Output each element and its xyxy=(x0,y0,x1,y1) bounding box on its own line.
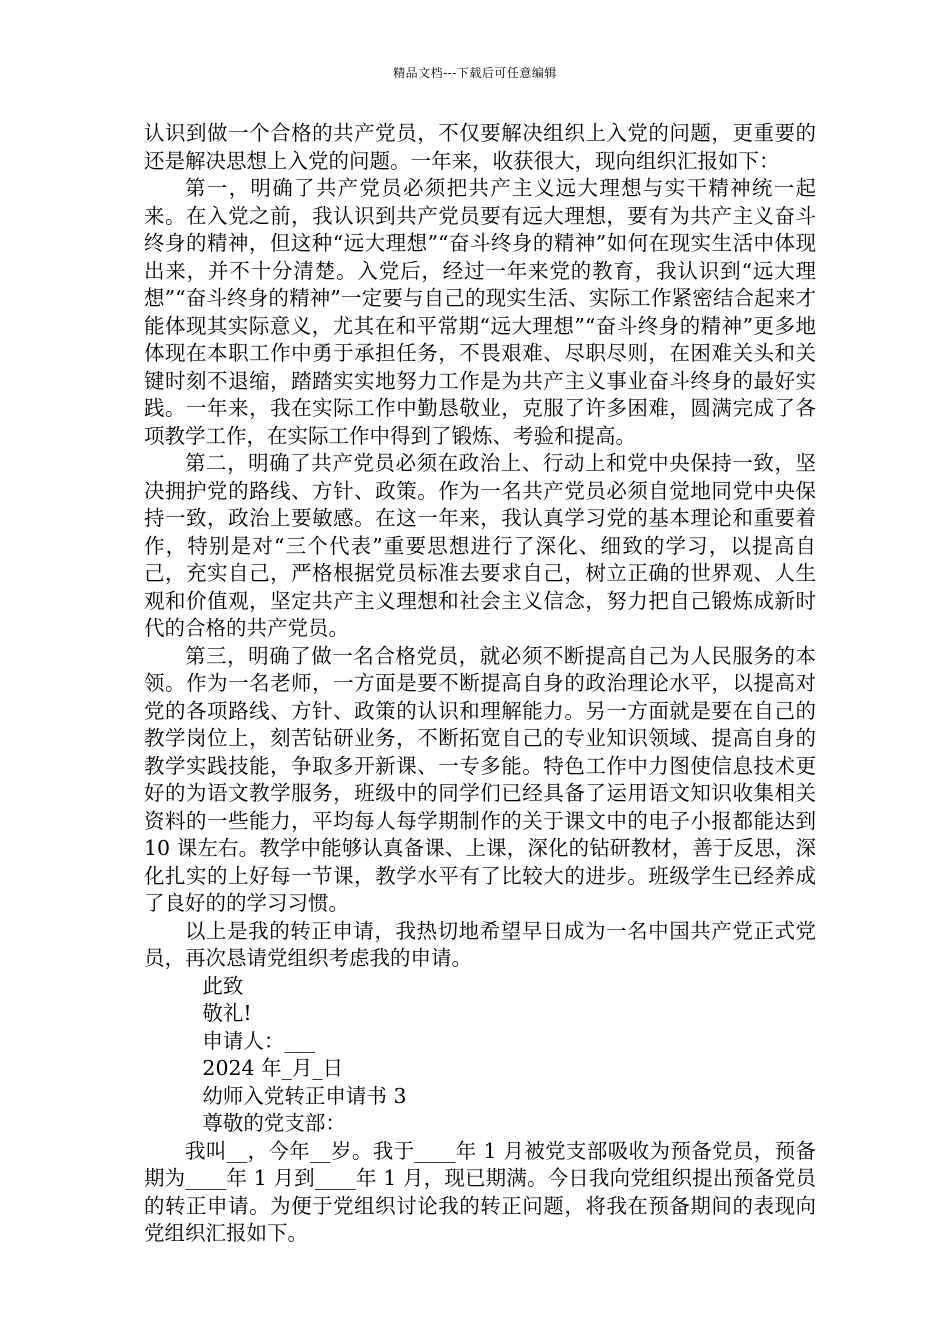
document-body xyxy=(144,120,816,1248)
closing-zhici: 此致 xyxy=(202,973,244,998)
closing-jingli: 敬礼! xyxy=(202,1001,252,1025)
next-section-title: 幼师入党转正申请书 3 xyxy=(202,1083,407,1108)
paragraph-first: 第一，明确了共产党员必须把共产主义远大理想与实干精神统一起来。在入党之前，我认识到共产党员要有远大理想，要有为共产主义奋斗终身的精神，但这种“远大理想”“奋斗终身的精神”如何在现实生活中体现出来，并不十分清楚。入党后，经过一年来党的教育，我认识到“远大理想”“奋斗终身的精神”一定要与自己的现实生活、实际工作紧密结合起来才能体现其实际意义，尤其在和平常期“远大理想”“奋斗终身的精神”更多地体现在本职工作中勇于承担任务，不畏艰难、尽职尽则，在困难关头和关键时刻不退缩，踏踏实实地努力工作是为共产主义事业奋斗终身的最好实践。一年来，我在实际工作中勤恳敬业，克服了许多困难，圆满完成了各项教学工作，在实际工作中得到了锻炼、考验和提高。 xyxy=(144,176,816,448)
paragraph-second: 第二，明确了共产党员必须在政治上、行动上和党中央保持一致，坚决拥护党的路线、方针、政策。作为一名共产党员必须自觉地同党中央保持一致，政治上要敏感。在这一年来，我认真学习党的基本理论和重要着作，特别是对“三个代表”重要思想进行了深化、细致的学习，以提高自己，充实自己，严格根据党员标准去要求自己，树立正确的世界观、人生观和价值观，坚定共产主义理想和社会主义信念，努力把自己锻炼成新时代的合格的共产党员。 xyxy=(144,451,816,640)
date-line: 2024 年_月_日 xyxy=(202,1056,344,1080)
paragraph-third: 第三，明确了做一名合格党员，就必须不断提高自己为人民服务的本领。作为一名老师，一方面是要不断提高自身的政治理论水平，以提高对党的各项路线、方针、政策的认识和理解能力。另一方面就是要在自己的教学岗位上，刻苦钻研业务，不断拓宽自己的专业知识领域、提高自身的教学实践技能，争取多开新课、一专多能。特色工作中力图使信息技术更好的为语文教学服务，班级中的同学们已经具备了运用语文知识收集相关资料的一些能力，平均每人每学期制作的关于课文中的电子小报都能达到 10 课左右。教学中能够认真备课、上课，深化的钻研教材，善于反思，深化扎实的上好每一节课，教学水平有了比较大的进步。班级学生已经养成了良好的的学习习惯。 xyxy=(144,643,816,915)
paragraph-next-intro: 我叫__，今年__岁。我于____年 1 月被党支部吸收为预备党员，预备期为____年 1 月到____年 1 月，现已期满。今日我向党组织提出预备党员的转正申请。为便于党组织讨论我的转正问题，将我在预备期间的表现向党组织汇报如下。 xyxy=(144,1138,816,1245)
applicant-line: 申请人：___ xyxy=(202,1028,316,1053)
paragraph-intro: 认识到做一个合格的共产党员，不仅要解决组织上入党的问题，更重要的还是解决思想上入党的问题。一年来，收获很大，现向组织汇报如下： xyxy=(144,121,816,173)
salutation: 尊敬的党支部： xyxy=(202,1111,346,1135)
page-header: 精品文档---下载后可任意编辑 xyxy=(393,66,557,80)
paragraph-conclusion: 以上是我的转正申请，我热切地希望早日成为一名中国共产党正式党员，再次恳请党组织考虑我的申请。 xyxy=(144,918,816,970)
